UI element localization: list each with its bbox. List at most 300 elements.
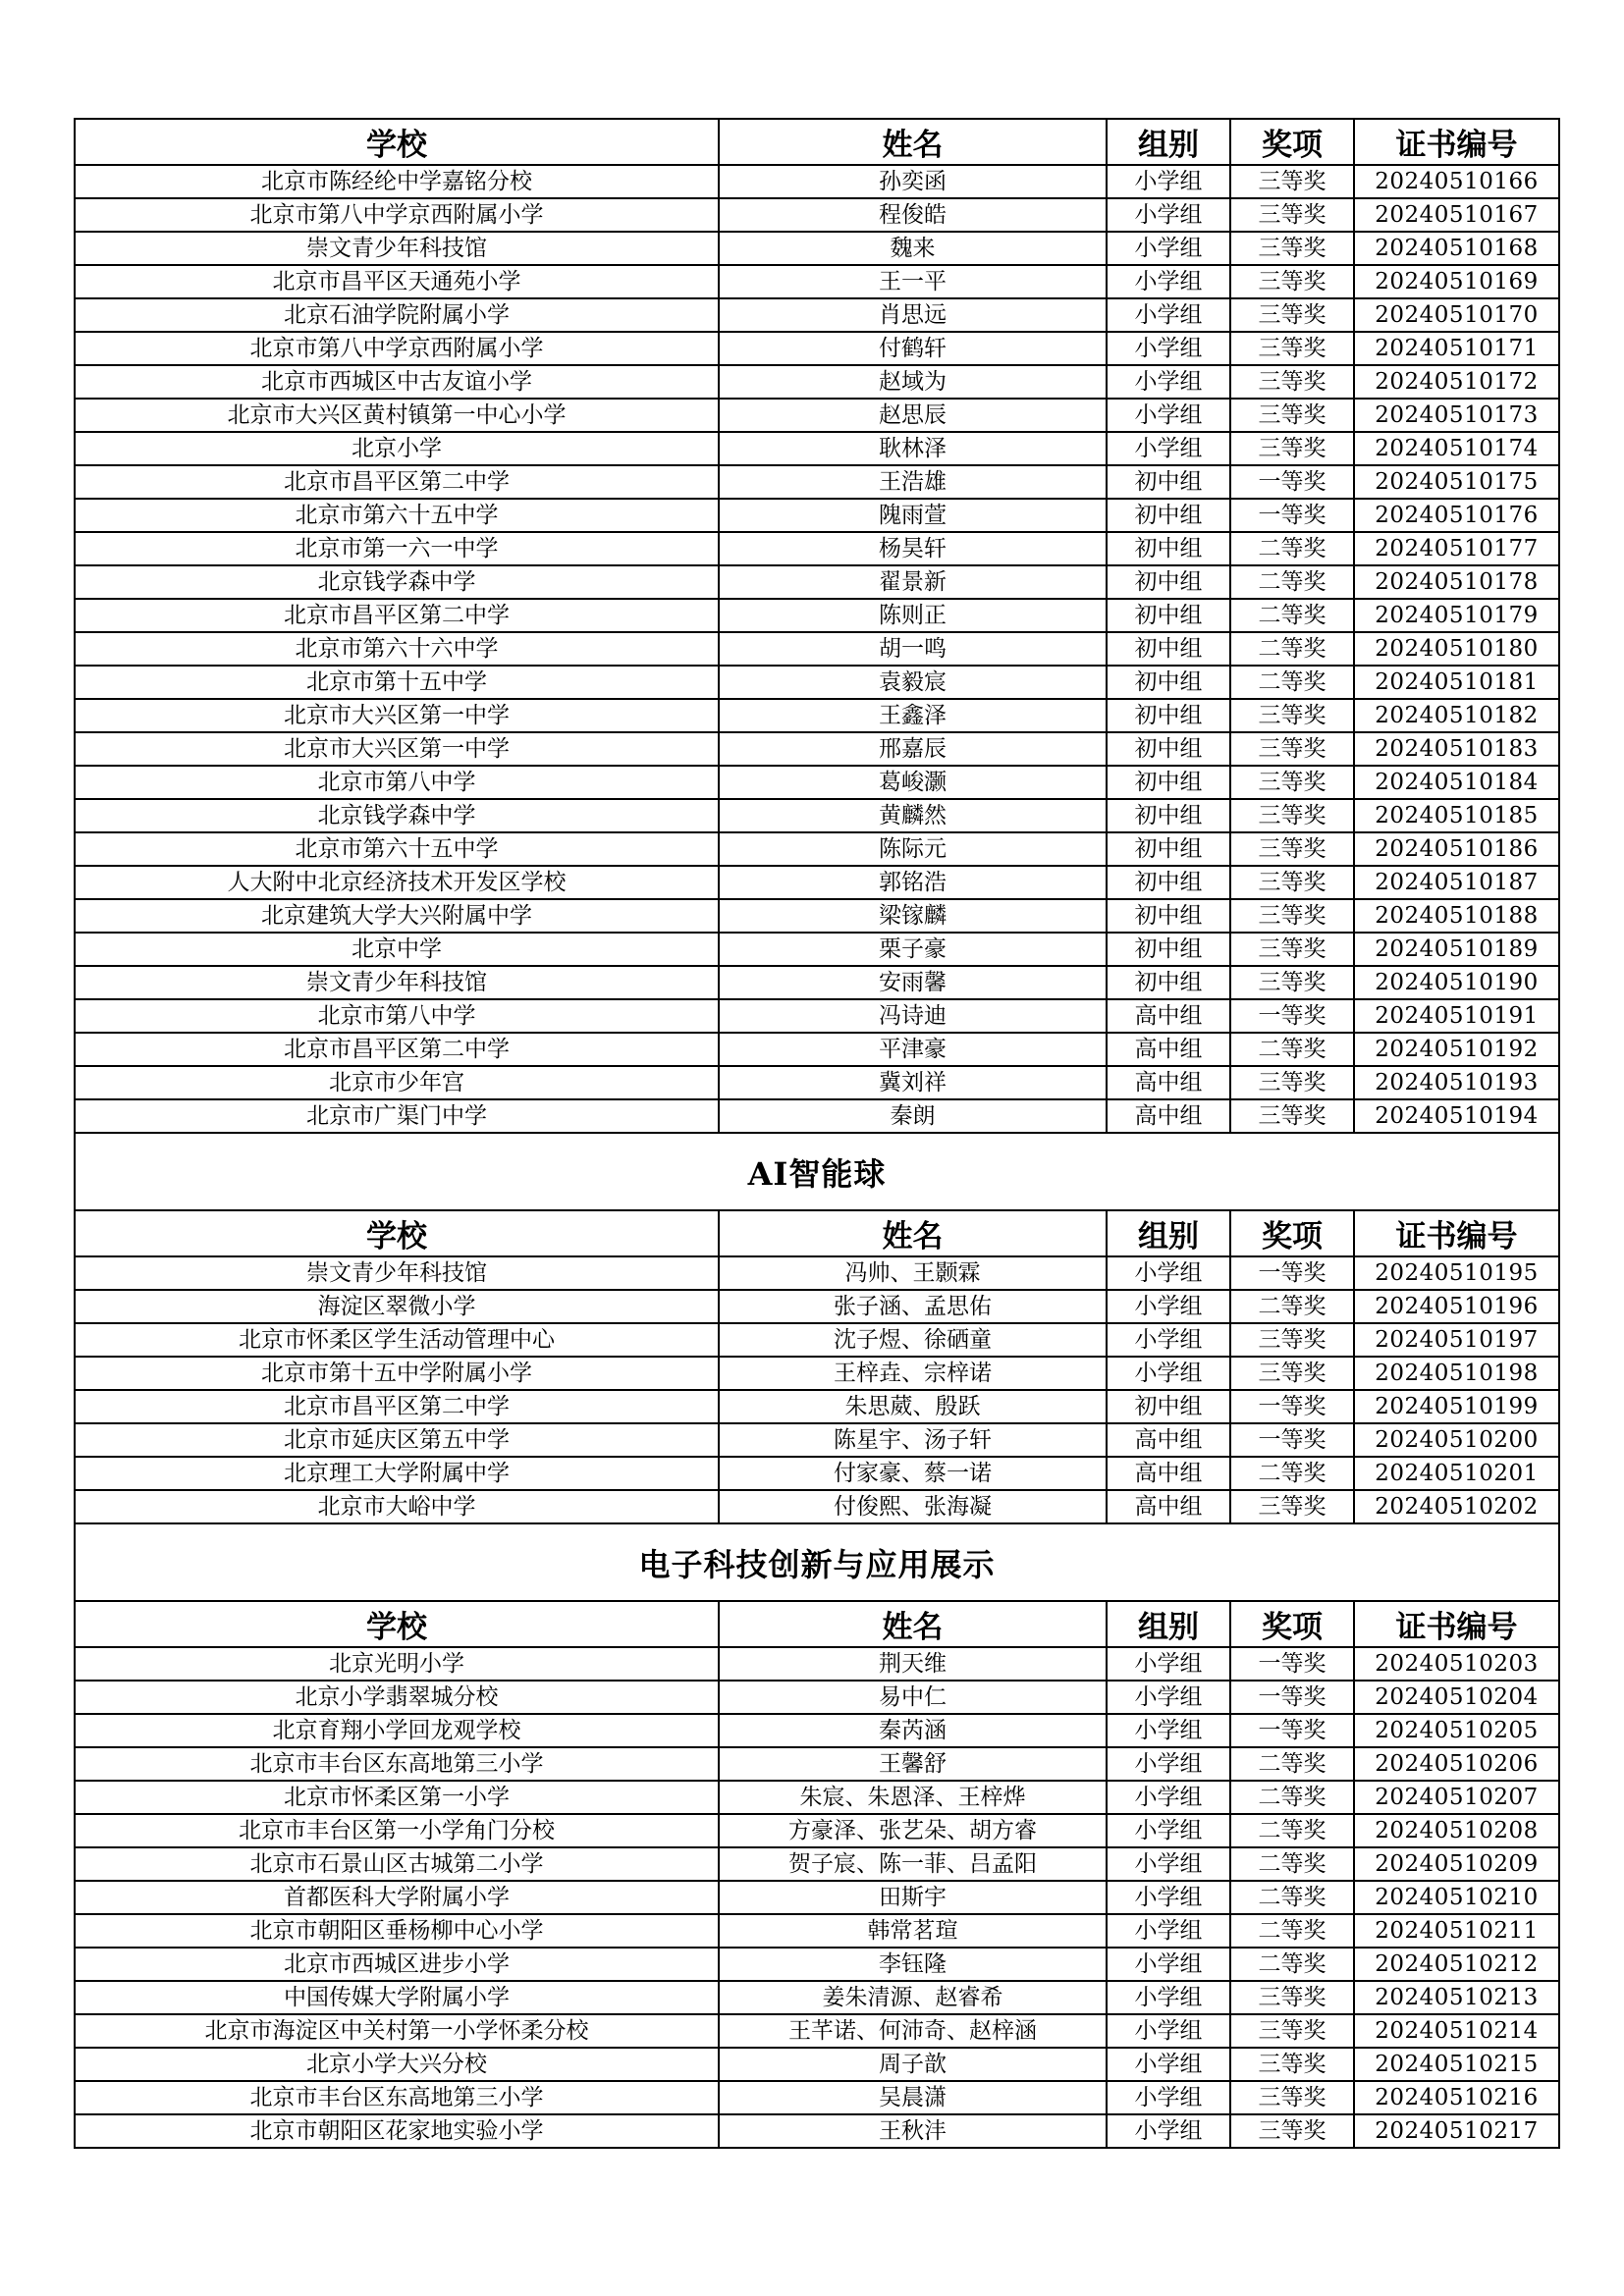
cell-award: 三等奖 [1230, 232, 1354, 265]
cell-name: 王梓垚、宗梓诺 [719, 1357, 1107, 1390]
cell-award: 二等奖 [1230, 565, 1354, 599]
table-row [75, 2081, 1559, 2114]
cell-group: 小学组 [1107, 1814, 1230, 1847]
cell-cert: 20240510172 [1354, 365, 1559, 399]
table-row [75, 599, 1559, 632]
cell-cert: 20240510193 [1354, 1066, 1559, 1099]
cell-award: 三等奖 [1230, 933, 1354, 966]
cell-school: 北京理工大学附属中学 [75, 1457, 719, 1490]
cell-school: 北京市昌平区天通苑小学 [75, 265, 719, 298]
cell-school: 北京市石景山区古城第二小学 [75, 1847, 719, 1881]
table-row [75, 1290, 1559, 1323]
table-row [75, 832, 1559, 866]
cell-group: 小学组 [1107, 432, 1230, 465]
cell-cert: 20240510186 [1354, 832, 1559, 866]
cell-cert: 20240510174 [1354, 432, 1559, 465]
cell-group: 小学组 [1107, 1881, 1230, 1914]
table-row [75, 1033, 1559, 1066]
cell-name: 赵思辰 [719, 399, 1107, 432]
cell-cert: 20240510188 [1354, 899, 1559, 933]
column-header-group: 组别 [1107, 119, 1230, 165]
table-row [75, 866, 1559, 899]
cell-school: 中国传媒大学附属小学 [75, 1981, 719, 2014]
cell-school: 北京市第八中学 [75, 766, 719, 799]
cell-cert: 20240510166 [1354, 165, 1559, 198]
cell-name: 胡一鸣 [719, 632, 1107, 666]
table-row [75, 1714, 1559, 1747]
cell-cert: 20240510213 [1354, 1981, 1559, 2014]
cell-award: 三等奖 [1230, 365, 1354, 399]
cell-group: 高中组 [1107, 1033, 1230, 1066]
cell-name: 秦朗 [719, 1099, 1107, 1133]
cell-cert: 20240510195 [1354, 1256, 1559, 1290]
cell-name: 梁镓麟 [719, 899, 1107, 933]
cell-name: 冀刘祥 [719, 1066, 1107, 1099]
cell-group: 初中组 [1107, 666, 1230, 699]
cell-award: 二等奖 [1230, 1781, 1354, 1814]
cell-award: 二等奖 [1230, 1457, 1354, 1490]
cell-name: 沈子煜、徐硒童 [719, 1323, 1107, 1357]
award-list-page [74, 118, 1558, 2149]
table-row [75, 432, 1559, 465]
cell-school: 北京市丰台区东高地第三小学 [75, 2081, 719, 2114]
cell-award: 一等奖 [1230, 499, 1354, 532]
cell-school: 北京市大兴区第一中学 [75, 732, 719, 766]
cell-group: 小学组 [1107, 1647, 1230, 1681]
cell-cert: 20240510217 [1354, 2114, 1559, 2148]
cell-group: 小学组 [1107, 165, 1230, 198]
column-header-group: 组别 [1107, 1601, 1230, 1647]
table-row [75, 732, 1559, 766]
cell-group: 高中组 [1107, 1457, 1230, 1490]
cell-school: 北京市西城区进步小学 [75, 1948, 719, 1981]
cell-school: 北京市昌平区第二中学 [75, 599, 719, 632]
cell-name: 黄麟然 [719, 799, 1107, 832]
cell-school: 北京市延庆区第五中学 [75, 1423, 719, 1457]
cell-school: 北京市丰台区东高地第三小学 [75, 1747, 719, 1781]
table-row [75, 532, 1559, 565]
column-header-award: 奖项 [1230, 1601, 1354, 1647]
cell-cert: 20240510202 [1354, 1490, 1559, 1523]
cell-cert: 20240510212 [1354, 1948, 1559, 1981]
cell-award: 一等奖 [1230, 1390, 1354, 1423]
table-row [75, 332, 1559, 365]
table-row [75, 1914, 1559, 1948]
cell-school: 北京育翔小学回龙观学校 [75, 1714, 719, 1747]
cell-award: 二等奖 [1230, 1948, 1354, 1981]
cell-award: 三等奖 [1230, 866, 1354, 899]
cell-cert: 20240510204 [1354, 1681, 1559, 1714]
cell-group: 高中组 [1107, 1490, 1230, 1523]
cell-school: 北京市海淀区中关村第一小学怀柔分校 [75, 2014, 719, 2048]
cell-award: 三等奖 [1230, 1490, 1354, 1523]
cell-award: 二等奖 [1230, 1914, 1354, 1948]
cell-award: 二等奖 [1230, 666, 1354, 699]
cell-award: 一等奖 [1230, 1647, 1354, 1681]
table-row [75, 1747, 1559, 1781]
cell-group: 小学组 [1107, 2081, 1230, 2114]
cell-award: 三等奖 [1230, 198, 1354, 232]
cell-cert: 20240510179 [1354, 599, 1559, 632]
cell-school: 北京市陈经纶中学嘉铭分校 [75, 165, 719, 198]
table-header-row [75, 1210, 1559, 1256]
cell-school: 北京市第十五中学 [75, 666, 719, 699]
table-row [75, 632, 1559, 666]
cell-group: 小学组 [1107, 198, 1230, 232]
cell-cert: 20240510216 [1354, 2081, 1559, 2114]
cell-name: 陈星宇、汤子轩 [719, 1423, 1107, 1457]
cell-cert: 20240510187 [1354, 866, 1559, 899]
cell-award: 二等奖 [1230, 1290, 1354, 1323]
cell-cert: 20240510189 [1354, 933, 1559, 966]
cell-group: 初中组 [1107, 799, 1230, 832]
cell-school: 北京市朝阳区花家地实验小学 [75, 2114, 719, 2148]
cell-group: 初中组 [1107, 732, 1230, 766]
cell-name: 王浩雄 [719, 465, 1107, 499]
cell-cert: 20240510200 [1354, 1423, 1559, 1457]
cell-cert: 20240510178 [1354, 565, 1559, 599]
cell-school: 北京市大兴区黄村镇第一中心小学 [75, 399, 719, 432]
table-row [75, 1256, 1559, 1290]
cell-group: 初中组 [1107, 599, 1230, 632]
cell-name: 周子歆 [719, 2048, 1107, 2081]
cell-cert: 20240510198 [1354, 1357, 1559, 1390]
cell-award: 二等奖 [1230, 532, 1354, 565]
table-row [75, 165, 1559, 198]
cell-award: 一等奖 [1230, 999, 1354, 1033]
table-row [75, 2114, 1559, 2148]
cell-name: 方豪泽、张艺朵、胡方睿 [719, 1814, 1107, 1847]
table-row [75, 766, 1559, 799]
cell-group: 初中组 [1107, 832, 1230, 866]
cell-award: 三等奖 [1230, 1099, 1354, 1133]
award-table [74, 118, 1560, 2149]
cell-name: 葛峻灏 [719, 766, 1107, 799]
cell-group: 小学组 [1107, 2014, 1230, 2048]
cell-name: 陈则正 [719, 599, 1107, 632]
cell-name: 王一平 [719, 265, 1107, 298]
cell-name: 赵域为 [719, 365, 1107, 399]
cell-group: 初中组 [1107, 866, 1230, 899]
column-header-school: 学校 [75, 119, 719, 165]
column-header-school: 学校 [75, 1210, 719, 1256]
cell-award: 二等奖 [1230, 632, 1354, 666]
cell-award: 三等奖 [1230, 332, 1354, 365]
cell-name: 姜朱清源、赵睿希 [719, 1981, 1107, 2014]
cell-award: 三等奖 [1230, 2014, 1354, 2048]
cell-school: 北京市怀柔区学生活动管理中心 [75, 1323, 719, 1357]
cell-group: 小学组 [1107, 1256, 1230, 1290]
cell-name: 韩常茗瑄 [719, 1914, 1107, 1948]
cell-name: 朱思葳、殷跃 [719, 1390, 1107, 1423]
cell-school: 北京市少年宫 [75, 1066, 719, 1099]
cell-group: 初中组 [1107, 933, 1230, 966]
table-row [75, 999, 1559, 1033]
table-row [75, 399, 1559, 432]
cell-group: 小学组 [1107, 1847, 1230, 1881]
cell-award: 三等奖 [1230, 298, 1354, 332]
cell-group: 小学组 [1107, 1290, 1230, 1323]
cell-name: 耿林泽 [719, 432, 1107, 465]
cell-school: 北京市丰台区第一小学角门分校 [75, 1814, 719, 1847]
cell-group: 小学组 [1107, 365, 1230, 399]
cell-name: 付家豪、蔡一诺 [719, 1457, 1107, 1490]
cell-name: 付鹤轩 [719, 332, 1107, 365]
cell-school: 北京光明小学 [75, 1647, 719, 1681]
cell-cert: 20240510199 [1354, 1390, 1559, 1423]
cell-cert: 20240510208 [1354, 1814, 1559, 1847]
cell-school: 崇文青少年科技馆 [75, 1256, 719, 1290]
cell-cert: 20240510207 [1354, 1781, 1559, 1814]
cell-school: 北京市大峪中学 [75, 1490, 719, 1523]
table-row [75, 1423, 1559, 1457]
cell-school: 北京市昌平区第二中学 [75, 1390, 719, 1423]
cell-cert: 20240510176 [1354, 499, 1559, 532]
cell-group: 初中组 [1107, 766, 1230, 799]
cell-group: 小学组 [1107, 298, 1230, 332]
cell-award: 二等奖 [1230, 1847, 1354, 1881]
cell-award: 三等奖 [1230, 1066, 1354, 1099]
cell-award: 三等奖 [1230, 899, 1354, 933]
cell-school: 北京中学 [75, 933, 719, 966]
cell-award: 二等奖 [1230, 599, 1354, 632]
cell-cert: 20240510177 [1354, 532, 1559, 565]
cell-name: 荆天维 [719, 1647, 1107, 1681]
cell-name: 隗雨萱 [719, 499, 1107, 532]
cell-school: 北京市昌平区第二中学 [75, 1033, 719, 1066]
cell-name: 陈际元 [719, 832, 1107, 866]
cell-school: 海淀区翠微小学 [75, 1290, 719, 1323]
table-row [75, 1357, 1559, 1390]
table-row [75, 265, 1559, 298]
cell-name: 王鑫泽 [719, 699, 1107, 732]
cell-school: 崇文青少年科技馆 [75, 232, 719, 265]
cell-group: 初中组 [1107, 465, 1230, 499]
cell-award: 一等奖 [1230, 1256, 1354, 1290]
cell-award: 三等奖 [1230, 732, 1354, 766]
cell-cert: 20240510197 [1354, 1323, 1559, 1357]
cell-cert: 20240510209 [1354, 1847, 1559, 1881]
cell-name: 郭铭浩 [719, 866, 1107, 899]
cell-group: 初中组 [1107, 699, 1230, 732]
cell-school: 北京市大兴区第一中学 [75, 699, 719, 732]
cell-award: 一等奖 [1230, 1423, 1354, 1457]
cell-name: 程俊皓 [719, 198, 1107, 232]
cell-cert: 20240510215 [1354, 2048, 1559, 2081]
cell-cert: 20240510181 [1354, 666, 1559, 699]
cell-school: 北京市第八中学京西附属小学 [75, 198, 719, 232]
cell-cert: 20240510210 [1354, 1881, 1559, 1914]
cell-cert: 20240510175 [1354, 465, 1559, 499]
cell-award: 三等奖 [1230, 2114, 1354, 2148]
cell-award: 三等奖 [1230, 799, 1354, 832]
cell-name: 魏来 [719, 232, 1107, 265]
table-header-row [75, 119, 1559, 165]
cell-school: 北京小学翡翠城分校 [75, 1681, 719, 1714]
section-title: 电子科技创新与应用展示 [75, 1523, 1559, 1601]
table-row [75, 198, 1559, 232]
cell-group: 初中组 [1107, 565, 1230, 599]
cell-school: 北京市第一六一中学 [75, 532, 719, 565]
cell-name: 易中仁 [719, 1681, 1107, 1714]
cell-cert: 20240510184 [1354, 766, 1559, 799]
cell-group: 小学组 [1107, 1747, 1230, 1781]
cell-school: 北京市第六十五中学 [75, 832, 719, 866]
cell-name: 王芊诺、何沛奇、赵梓涵 [719, 2014, 1107, 2048]
cell-group: 初中组 [1107, 532, 1230, 565]
cell-award: 三等奖 [1230, 1981, 1354, 2014]
column-header-name: 姓名 [719, 1210, 1107, 1256]
table-header-row [75, 1601, 1559, 1647]
cell-name: 冯帅、王颢霖 [719, 1256, 1107, 1290]
cell-award: 二等奖 [1230, 1747, 1354, 1781]
cell-cert: 20240510201 [1354, 1457, 1559, 1490]
cell-group: 初中组 [1107, 1390, 1230, 1423]
cell-group: 高中组 [1107, 1066, 1230, 1099]
cell-school: 北京市第八中学 [75, 999, 719, 1033]
cell-school: 北京钱学森中学 [75, 799, 719, 832]
cell-award: 三等奖 [1230, 1323, 1354, 1357]
section-title-row [75, 1523, 1559, 1601]
cell-school: 北京小学 [75, 432, 719, 465]
cell-name: 翟景新 [719, 565, 1107, 599]
cell-school: 北京市昌平区第二中学 [75, 465, 719, 499]
cell-name: 平津豪 [719, 1033, 1107, 1066]
cell-award: 二等奖 [1230, 1881, 1354, 1914]
cell-group: 小学组 [1107, 2048, 1230, 2081]
cell-cert: 20240510167 [1354, 198, 1559, 232]
cell-name: 孙奕函 [719, 165, 1107, 198]
cell-award: 二等奖 [1230, 1814, 1354, 1847]
table-row [75, 2048, 1559, 2081]
cell-name: 田斯宇 [719, 1881, 1107, 1914]
cell-school: 北京石油学院附属小学 [75, 298, 719, 332]
cell-cert: 20240510194 [1354, 1099, 1559, 1133]
cell-school: 北京小学大兴分校 [75, 2048, 719, 2081]
table-row [75, 1781, 1559, 1814]
cell-name: 李钰隆 [719, 1948, 1107, 1981]
table-row [75, 1099, 1559, 1133]
cell-name: 栗子豪 [719, 933, 1107, 966]
cell-cert: 20240510170 [1354, 298, 1559, 332]
table-row [75, 799, 1559, 832]
table-row [75, 1681, 1559, 1714]
cell-name: 肖思远 [719, 298, 1107, 332]
column-header-cert: 证书编号 [1354, 119, 1559, 165]
cell-cert: 20240510182 [1354, 699, 1559, 732]
cell-name: 冯诗迪 [719, 999, 1107, 1033]
cell-group: 初中组 [1107, 632, 1230, 666]
cell-cert: 20240510183 [1354, 732, 1559, 766]
table-row [75, 899, 1559, 933]
cell-group: 小学组 [1107, 265, 1230, 298]
cell-name: 杨昊轩 [719, 532, 1107, 565]
cell-cert: 20240510180 [1354, 632, 1559, 666]
cell-cert: 20240510205 [1354, 1714, 1559, 1747]
cell-cert: 20240510214 [1354, 2014, 1559, 2048]
cell-group: 小学组 [1107, 2114, 1230, 2148]
cell-group: 初中组 [1107, 499, 1230, 532]
cell-group: 小学组 [1107, 232, 1230, 265]
cell-award: 一等奖 [1230, 1714, 1354, 1747]
cell-name: 安雨馨 [719, 966, 1107, 999]
column-header-group: 组别 [1107, 1210, 1230, 1256]
cell-school: 北京市第八中学京西附属小学 [75, 332, 719, 365]
table-row [75, 232, 1559, 265]
table-row [75, 1881, 1559, 1914]
table-row [75, 1490, 1559, 1523]
table-row [75, 365, 1559, 399]
table-row [75, 1647, 1559, 1681]
table-row [75, 666, 1559, 699]
cell-group: 小学组 [1107, 1914, 1230, 1948]
cell-name: 袁毅宸 [719, 666, 1107, 699]
cell-award: 三等奖 [1230, 832, 1354, 866]
table-row [75, 1323, 1559, 1357]
cell-school: 北京市第十五中学附属小学 [75, 1357, 719, 1390]
cell-group: 小学组 [1107, 399, 1230, 432]
cell-group: 小学组 [1107, 1981, 1230, 2014]
cell-award: 三等奖 [1230, 966, 1354, 999]
cell-group: 初中组 [1107, 899, 1230, 933]
cell-award: 三等奖 [1230, 2048, 1354, 2081]
cell-group: 高中组 [1107, 1099, 1230, 1133]
cell-award: 三等奖 [1230, 1357, 1354, 1390]
cell-school: 北京市朝阳区垂杨柳中心小学 [75, 1914, 719, 1948]
cell-cert: 20240510190 [1354, 966, 1559, 999]
cell-award: 三等奖 [1230, 432, 1354, 465]
cell-cert: 20240510203 [1354, 1647, 1559, 1681]
cell-school: 北京市第六十五中学 [75, 499, 719, 532]
cell-cert: 20240510211 [1354, 1914, 1559, 1948]
cell-school: 北京建筑大学大兴附属中学 [75, 899, 719, 933]
cell-name: 贺子宸、陈一菲、吕孟阳 [719, 1847, 1107, 1881]
column-header-name: 姓名 [719, 119, 1107, 165]
cell-award: 三等奖 [1230, 766, 1354, 799]
cell-award: 三等奖 [1230, 2081, 1354, 2114]
cell-group: 高中组 [1107, 999, 1230, 1033]
column-header-award: 奖项 [1230, 119, 1354, 165]
cell-award: 二等奖 [1230, 1033, 1354, 1066]
cell-award: 三等奖 [1230, 399, 1354, 432]
cell-school: 北京市西城区中古友谊小学 [75, 365, 719, 399]
section-title: AI智能球 [75, 1133, 1559, 1210]
table-row [75, 1814, 1559, 1847]
cell-cert: 20240510168 [1354, 232, 1559, 265]
cell-cert: 20240510196 [1354, 1290, 1559, 1323]
table-row [75, 499, 1559, 532]
cell-group: 小学组 [1107, 1681, 1230, 1714]
table-row [75, 465, 1559, 499]
cell-group: 小学组 [1107, 1948, 1230, 1981]
table-row [75, 1981, 1559, 2014]
cell-award: 一等奖 [1230, 465, 1354, 499]
table-row [75, 1948, 1559, 1981]
cell-group: 小学组 [1107, 1323, 1230, 1357]
cell-group: 高中组 [1107, 1423, 1230, 1457]
table-row [75, 1847, 1559, 1881]
cell-cert: 20240510171 [1354, 332, 1559, 365]
cell-name: 朱宸、朱恩泽、王梓烨 [719, 1781, 1107, 1814]
cell-cert: 20240510169 [1354, 265, 1559, 298]
cell-school: 崇文青少年科技馆 [75, 966, 719, 999]
cell-name: 秦芮涵 [719, 1714, 1107, 1747]
cell-cert: 20240510192 [1354, 1033, 1559, 1066]
cell-school: 北京市广渠门中学 [75, 1099, 719, 1133]
cell-group: 初中组 [1107, 966, 1230, 999]
cell-award: 一等奖 [1230, 1681, 1354, 1714]
cell-cert: 20240510191 [1354, 999, 1559, 1033]
